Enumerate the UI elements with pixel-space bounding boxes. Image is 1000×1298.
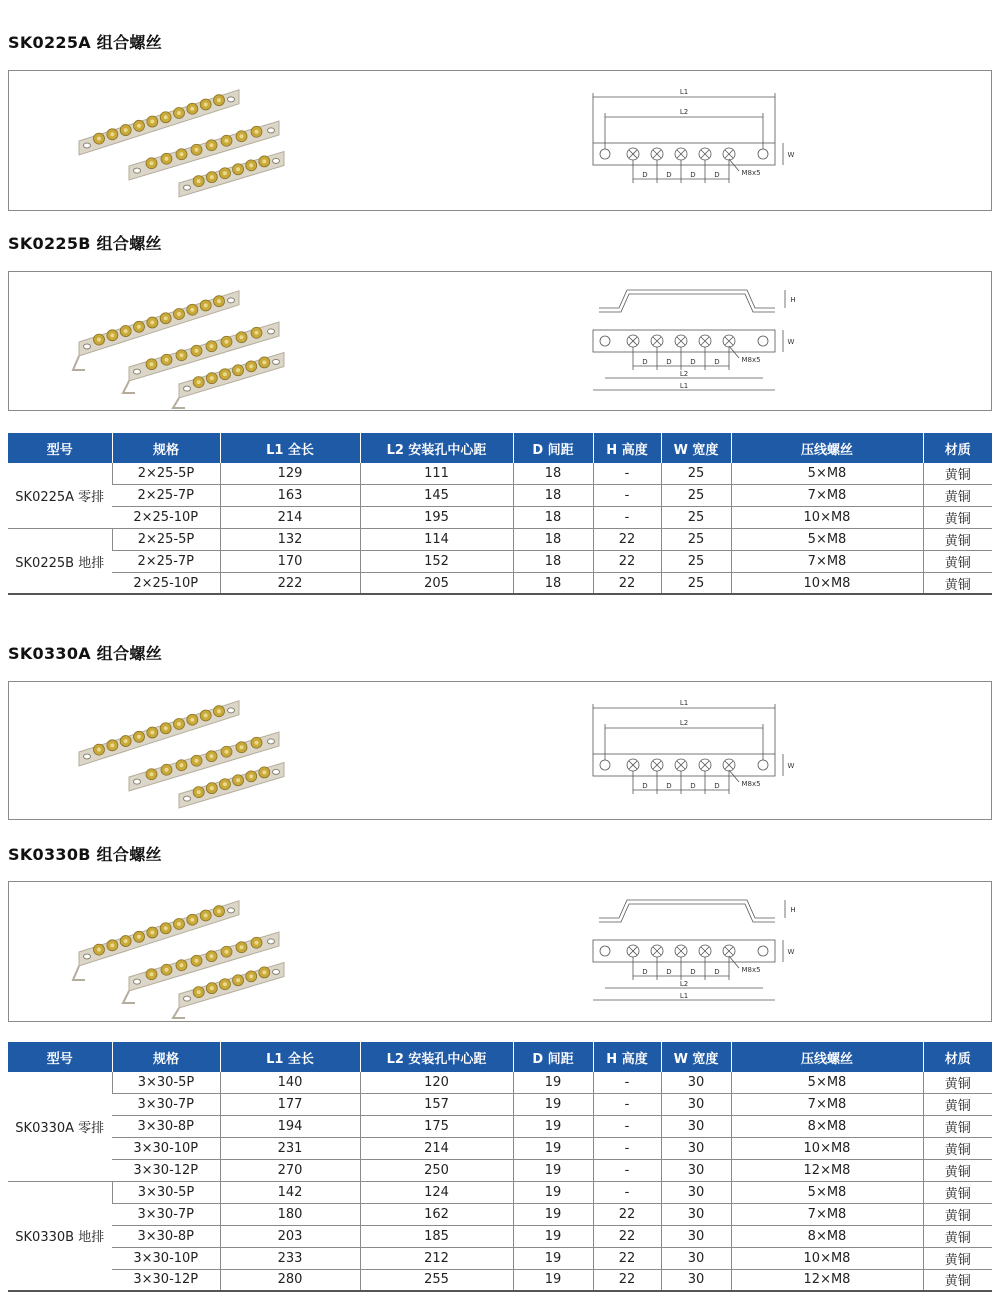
table-cell: 3×30-7P <box>112 1203 220 1225</box>
table-cell: 18 <box>513 551 593 573</box>
column-header: 型号 <box>8 433 112 463</box>
table-cell: 黄铜 <box>923 485 992 507</box>
column-header: 规格 <box>112 433 220 463</box>
column-header: L1 全长 <box>220 433 360 463</box>
table-cell: 2×25-5P <box>112 529 220 551</box>
table-cell: 22 <box>593 1247 661 1269</box>
table-row <box>8 463 992 485</box>
table-cell: 30 <box>661 1160 731 1182</box>
table-cell: 18 <box>513 485 593 507</box>
bar-plate <box>593 940 775 962</box>
table-cell: 162 <box>360 1203 513 1225</box>
table-cell: 30 <box>661 1138 731 1160</box>
product-panel-sk0225b <box>8 271 992 411</box>
table-cell: 19 <box>513 1203 593 1225</box>
table-cell: - <box>593 463 661 485</box>
table-cell: - <box>593 1072 661 1094</box>
column-header: H 高度 <box>593 433 661 463</box>
table-cell: 170 <box>220 551 360 573</box>
table-row <box>8 1225 992 1247</box>
table-cell: 124 <box>360 1181 513 1203</box>
table-cell: 3×30-5P <box>112 1072 220 1094</box>
spacing-label: D <box>642 968 648 976</box>
section-title-sk0330a: SK0330A 组合螺丝 <box>8 644 163 663</box>
table-cell: 3×30-7P <box>112 1094 220 1116</box>
table-row <box>8 1203 992 1225</box>
table-cell: - <box>593 1094 661 1116</box>
table-cell: 黄铜 <box>923 1160 992 1182</box>
table-cell: 212 <box>360 1247 513 1269</box>
table-cell: 2×25-10P <box>112 572 220 594</box>
table-cell: 25 <box>661 529 731 551</box>
table-cell: 10×M8 <box>731 507 923 529</box>
spacing-label: D <box>714 171 720 179</box>
table-cell: 黄铜 <box>923 529 992 551</box>
table-cell: - <box>593 1138 661 1160</box>
table-cell: 19 <box>513 1094 593 1116</box>
table-cell: 19 <box>513 1138 593 1160</box>
width-label: W <box>787 338 795 346</box>
spec-table-sk0225 <box>8 433 992 595</box>
table-cell: 19 <box>513 1269 593 1291</box>
column-header: 规格 <box>112 1042 220 1072</box>
table-row <box>8 1116 992 1138</box>
width-label: W <box>787 948 795 956</box>
table-cell: 19 <box>513 1181 593 1203</box>
table-cell: 7×M8 <box>731 1203 923 1225</box>
table-cell: 黄铜 <box>923 1247 992 1269</box>
spacing-label: D <box>642 171 648 179</box>
table-cell: 3×30-12P <box>112 1269 220 1291</box>
spacing-label: D <box>666 782 672 790</box>
table-cell: 222 <box>220 572 360 594</box>
spacing-label: D <box>714 968 720 976</box>
section-title-sk0225b: SK0225B 组合螺丝 <box>8 234 162 253</box>
table-cell: 22 <box>593 551 661 573</box>
section-title-sk0330b: SK0330B 组合螺丝 <box>8 845 162 864</box>
table-cell: 10×M8 <box>731 1138 923 1160</box>
table-cell: 30 <box>661 1094 731 1116</box>
table-cell: 2×25-7P <box>112 551 220 573</box>
spacing-label: D <box>690 358 696 366</box>
spacing-label: D <box>666 358 672 366</box>
table-cell: 145 <box>360 485 513 507</box>
table-cell: 30 <box>661 1269 731 1291</box>
technical-drawing <box>579 882 839 1022</box>
table-cell: 22 <box>593 1269 661 1291</box>
column-header: L2 安装孔中心距 <box>360 1042 513 1072</box>
table-row <box>8 551 992 573</box>
table-cell: 250 <box>360 1160 513 1182</box>
table-cell: 2×25-10P <box>112 507 220 529</box>
table-cell: 214 <box>360 1138 513 1160</box>
technical-drawing <box>579 272 839 412</box>
model-cell: SK0225A 零排 <box>8 463 112 529</box>
l1-label: L1 <box>679 992 689 1000</box>
table-cell: 10×M8 <box>731 572 923 594</box>
table-cell: 5×M8 <box>731 529 923 551</box>
table-cell: 18 <box>513 463 593 485</box>
height-label: H <box>790 296 796 304</box>
table-cell: 10×M8 <box>731 1247 923 1269</box>
table-cell: 黄铜 <box>923 1072 992 1094</box>
table-cell: 3×30-5P <box>112 1181 220 1203</box>
table-cell: 7×M8 <box>731 551 923 573</box>
spacing-label: D <box>666 171 672 179</box>
column-header: L1 全长 <box>220 1042 360 1072</box>
table-row <box>8 1181 992 1203</box>
table-row <box>8 529 992 551</box>
table-cell: 3×30-10P <box>112 1138 220 1160</box>
thread-label: M8x5 <box>741 966 761 974</box>
table-cell: 30 <box>661 1072 731 1094</box>
table-row <box>8 1094 992 1116</box>
l2-label: L2 <box>679 980 689 988</box>
column-header: 材质 <box>923 433 992 463</box>
product-panel-sk0330a <box>8 681 992 820</box>
column-header: W 宽度 <box>661 1042 731 1072</box>
table-cell: 25 <box>661 463 731 485</box>
table-cell: 180 <box>220 1203 360 1225</box>
section-title-sk0225a: SK0225A 组合螺丝 <box>8 33 163 52</box>
table-cell: 5×M8 <box>731 1072 923 1094</box>
table-cell: 25 <box>661 572 731 594</box>
table-cell: 111 <box>360 463 513 485</box>
table-cell: - <box>593 1160 661 1182</box>
table-cell: 185 <box>360 1225 513 1247</box>
table-cell: 黄铜 <box>923 507 992 529</box>
spacing-label: D <box>714 782 720 790</box>
table-cell: 22 <box>593 572 661 594</box>
table-cell: 18 <box>513 572 593 594</box>
spacing-label: D <box>690 171 696 179</box>
width-label: W <box>787 762 795 770</box>
table-cell: 163 <box>220 485 360 507</box>
product-photo <box>39 71 319 211</box>
table-cell: 5×M8 <box>731 1181 923 1203</box>
table-cell: 30 <box>661 1181 731 1203</box>
table-cell: 142 <box>220 1181 360 1203</box>
table-cell: - <box>593 1116 661 1138</box>
side-profile <box>599 900 775 918</box>
table-cell: 25 <box>661 507 731 529</box>
table-cell: 3×30-8P <box>112 1116 220 1138</box>
technical-drawing <box>579 682 839 822</box>
table-cell: 214 <box>220 507 360 529</box>
table-row <box>8 1269 992 1291</box>
table-cell: 8×M8 <box>731 1116 923 1138</box>
product-photo <box>39 682 319 822</box>
table-cell: 22 <box>593 1203 661 1225</box>
l2-label: L2 <box>679 370 689 378</box>
l2-label: L2 <box>679 719 689 727</box>
table-cell: 120 <box>360 1072 513 1094</box>
table-cell: - <box>593 1181 661 1203</box>
table-cell: 205 <box>360 572 513 594</box>
table-cell: 12×M8 <box>731 1160 923 1182</box>
l2-label: L2 <box>679 108 689 116</box>
table-cell: 19 <box>513 1116 593 1138</box>
table-cell: 114 <box>360 529 513 551</box>
l1-label: L1 <box>679 88 689 96</box>
table-cell: 18 <box>513 529 593 551</box>
table-cell: 25 <box>661 485 731 507</box>
column-header: W 宽度 <box>661 433 731 463</box>
table-cell: 2×25-5P <box>112 463 220 485</box>
spec-table-sk0330 <box>8 1042 992 1292</box>
table-cell: 19 <box>513 1160 593 1182</box>
spacing-label: D <box>714 358 720 366</box>
table-cell: 2×25-7P <box>112 485 220 507</box>
table-cell: 270 <box>220 1160 360 1182</box>
spacing-label: D <box>690 782 696 790</box>
product-photo <box>39 272 319 412</box>
table-cell: 黄铜 <box>923 1225 992 1247</box>
l1-label: L1 <box>679 699 689 707</box>
table-cell: 5×M8 <box>731 463 923 485</box>
table-cell: 3×30-10P <box>112 1247 220 1269</box>
spacing-label: D <box>666 968 672 976</box>
spacing-label: D <box>690 968 696 976</box>
table-cell: 231 <box>220 1138 360 1160</box>
column-header: H 高度 <box>593 1042 661 1072</box>
table-row <box>8 1160 992 1182</box>
table-cell: 30 <box>661 1225 731 1247</box>
model-cell: SK0330B 地排 <box>8 1181 112 1290</box>
table-cell: 203 <box>220 1225 360 1247</box>
column-header: 压线螺丝 <box>731 1042 923 1072</box>
table-cell: 8×M8 <box>731 1225 923 1247</box>
table-cell: 233 <box>220 1247 360 1269</box>
table-cell: 3×30-12P <box>112 1160 220 1182</box>
table-cell: 黄铜 <box>923 1094 992 1116</box>
table-cell: 152 <box>360 551 513 573</box>
table-cell: - <box>593 507 661 529</box>
table-cell: 129 <box>220 463 360 485</box>
table-cell: 黄铜 <box>923 1181 992 1203</box>
table-cell: 18 <box>513 507 593 529</box>
table-row <box>8 507 992 529</box>
table-row <box>8 572 992 594</box>
column-header: D 间距 <box>513 1042 593 1072</box>
l1-label: L1 <box>679 382 689 390</box>
table-cell: 7×M8 <box>731 1094 923 1116</box>
table-row <box>8 1138 992 1160</box>
height-label: H <box>790 906 796 914</box>
table-row <box>8 1247 992 1269</box>
table-cell: 30 <box>661 1116 731 1138</box>
table-row <box>8 1072 992 1094</box>
table-cell: 195 <box>360 507 513 529</box>
table-cell: 132 <box>220 529 360 551</box>
column-header: D 间距 <box>513 433 593 463</box>
table-cell: 12×M8 <box>731 1269 923 1291</box>
bar-plate <box>593 330 775 352</box>
table-cell: 黄铜 <box>923 572 992 594</box>
model-cell: SK0225B 地排 <box>8 529 112 595</box>
table-cell: 黄铜 <box>923 1203 992 1225</box>
column-header: 压线螺丝 <box>731 433 923 463</box>
table-cell: 22 <box>593 529 661 551</box>
table-cell: - <box>593 485 661 507</box>
table-cell: 3×30-8P <box>112 1225 220 1247</box>
table-cell: 140 <box>220 1072 360 1094</box>
table-cell: 黄铜 <box>923 463 992 485</box>
table-row <box>8 485 992 507</box>
table-cell: 19 <box>513 1225 593 1247</box>
table-cell: 30 <box>661 1247 731 1269</box>
table-cell: 157 <box>360 1094 513 1116</box>
product-photo <box>39 882 319 1022</box>
table-cell: 177 <box>220 1094 360 1116</box>
column-header: 型号 <box>8 1042 112 1072</box>
column-header: 材质 <box>923 1042 992 1072</box>
table-cell: 255 <box>360 1269 513 1291</box>
table-cell: 黄铜 <box>923 551 992 573</box>
table-cell: 黄铜 <box>923 1138 992 1160</box>
product-panel-sk0225a <box>8 70 992 211</box>
table-cell: 30 <box>661 1203 731 1225</box>
thread-label: M8x5 <box>741 169 761 177</box>
thread-label: M8x5 <box>741 780 761 788</box>
thread-label: M8x5 <box>741 356 761 364</box>
side-profile <box>599 290 775 308</box>
bar-plate <box>593 143 775 165</box>
width-label: W <box>787 151 795 159</box>
table-cell: 7×M8 <box>731 485 923 507</box>
product-panel-sk0330b <box>8 881 992 1022</box>
table-cell: 黄铜 <box>923 1269 992 1291</box>
spacing-label: D <box>642 782 648 790</box>
table-cell: 25 <box>661 551 731 573</box>
table-cell: 194 <box>220 1116 360 1138</box>
table-cell: 280 <box>220 1269 360 1291</box>
table-cell: 黄铜 <box>923 1116 992 1138</box>
technical-drawing <box>579 71 839 211</box>
spacing-label: D <box>642 358 648 366</box>
table-cell: 175 <box>360 1116 513 1138</box>
table-cell: 19 <box>513 1247 593 1269</box>
bar-plate <box>593 754 775 776</box>
model-cell: SK0330A 零排 <box>8 1072 112 1181</box>
table-cell: 19 <box>513 1072 593 1094</box>
column-header: L2 安装孔中心距 <box>360 433 513 463</box>
table-cell: 22 <box>593 1225 661 1247</box>
